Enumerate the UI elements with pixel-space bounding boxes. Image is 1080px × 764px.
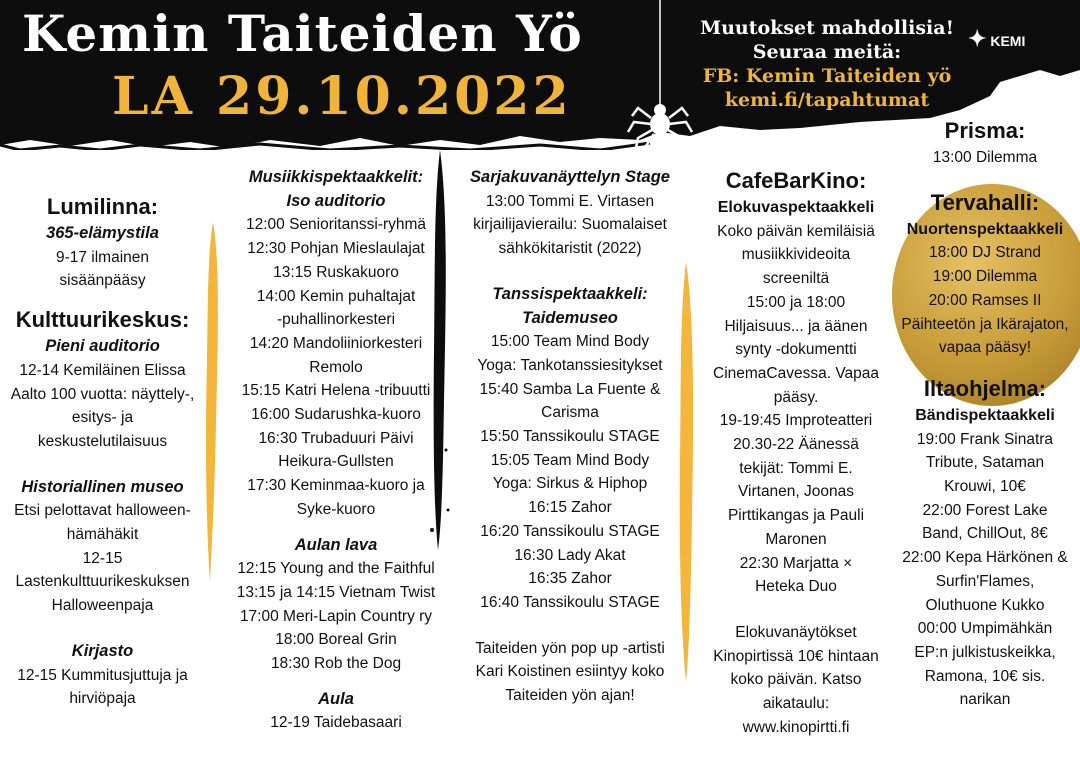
kulttuurikeskus-heading: Kulttuurikeskus: xyxy=(15,307,190,333)
text-line: 15:00 ja 18:00 xyxy=(746,293,846,311)
schedule-line: 14:00 Kemin puhaltajat xyxy=(256,287,416,305)
text-line: Etsi pelottavat halloween- xyxy=(14,502,191,520)
iso-auditorio-sub: Iso auditorio xyxy=(286,191,386,210)
text-line: hirviöpaja xyxy=(69,690,136,708)
lumilinna-sub: 365-elämystila xyxy=(46,224,159,242)
schedule-line: Band, ChillOut, 8€ xyxy=(922,525,1048,543)
column-5 xyxy=(890,116,1080,712)
schedule-line: Carisma xyxy=(541,404,599,422)
schedule-line: Ramona, 10€ sis. xyxy=(924,667,1046,685)
schedule-line: 18:00 DJ Strand xyxy=(928,244,1041,262)
text-line: screeniltä xyxy=(762,270,830,288)
historiallinen-museo-sub: Historiallinen museo xyxy=(21,477,184,496)
popup-line: Taiteiden yön pop up -artisti xyxy=(475,639,665,657)
schedule-line: 16:35 Zahor xyxy=(528,570,612,588)
elokuvaspektaakkeli-sub: Elokuvaspektaakkeli xyxy=(717,199,875,216)
aulan-lava-sub: Aulan lava xyxy=(294,535,378,554)
schedule-line: 12:30 Pohjan Mieslaulajat xyxy=(247,240,425,258)
follow-info xyxy=(692,16,962,112)
iltaohjelma-heading: Iltaohjelma: xyxy=(923,375,1047,401)
text-line: sisäänpääsy xyxy=(59,272,146,290)
prisma-heading: Prisma: xyxy=(944,118,1026,143)
schedule-line: 16:30 Lady Akat xyxy=(514,546,626,564)
sarjakuva-stage-sub: Sarjakuvanäyttelyn Stage xyxy=(470,168,670,186)
schedule-line: 13:15 ja 14:15 Vietnam Twist xyxy=(236,583,436,601)
schedule-line: 15:00 Team Mind Body xyxy=(490,333,650,351)
text-line: tekijät: Tommi E. xyxy=(739,459,853,477)
text-line: Kinopirtissä 10€ hintaan xyxy=(713,647,879,665)
text-line: keskustelutilaisuus xyxy=(37,432,168,450)
schedule-line: 20:00 Ramses II xyxy=(928,291,1042,309)
schedule-line: 15:15 Katri Helena -tribuutti xyxy=(241,382,431,400)
schedule-line: 16:15 Zahor xyxy=(528,499,612,517)
schedule-line: 18:30 Rob the Dog xyxy=(270,655,402,673)
column-3 xyxy=(452,166,688,708)
schedule-line: Surfin'Flames, xyxy=(935,572,1035,590)
text-line: CinemaCavessa. Vapaa xyxy=(713,364,879,382)
schedule-line: -puhallinorkesteri xyxy=(276,311,396,329)
schedule-line: Tribute, Sataman xyxy=(925,454,1045,472)
schedule-line: 13:15 Ruskakuoro xyxy=(273,263,399,281)
text-line: Virtanen, Joonas xyxy=(737,483,855,501)
schedule-line: 12:00 Senioritanssi-ryhmä xyxy=(245,216,427,234)
text-line: 12-15 Kummitusjuttuja ja xyxy=(17,666,188,684)
website-link: kemi.fi/tapahtumat xyxy=(724,89,930,111)
cafebarkino-heading: CafeBarKino: xyxy=(725,168,867,193)
text-line: musiikkivideoita xyxy=(741,246,851,264)
schedule-line: 17:00 Meri-Lapin Country ry xyxy=(239,607,433,625)
schedule-line: Yoga: Tankotanssiesitykset xyxy=(477,356,663,374)
text-line: Maronen xyxy=(765,530,827,548)
text-line: Pirttikangas ja Pauli xyxy=(727,507,865,525)
text-line: hämähäkit xyxy=(66,526,139,544)
text-line: synty -dokumentti xyxy=(735,341,857,359)
facebook-link: FB: Kemin Taiteiden yö xyxy=(702,65,952,87)
text-line: koko päivän. Katso xyxy=(730,671,862,689)
popup-line: Kari Koistinen esiintyy koko xyxy=(475,663,665,681)
schedule-line: 22:00 Kepa Härkönen & xyxy=(902,549,1068,567)
kinopirtti-link: www.kinopirtti.fi xyxy=(742,718,850,736)
schedule-line: Oluthuone Kukko xyxy=(925,596,1045,614)
schedule-line: 16:40 Tanssikoulu STAGE xyxy=(480,593,660,611)
text-line: Lastenkulttuurikeskuksen xyxy=(15,573,190,591)
kemi-logo-text: KEMI xyxy=(990,33,1026,49)
follow-label: Seuraa meitä: xyxy=(752,41,902,63)
text-line: pääsy. xyxy=(773,388,819,406)
text-line: 9-17 ilmainen xyxy=(55,248,150,266)
bandispektaakkeli-sub: Bändispektaakkeli xyxy=(915,406,1055,424)
schedule-line: 17:30 Keminmaa-kuoro ja xyxy=(247,477,425,495)
changes-note: Muutokset mahdollisia! xyxy=(700,17,954,39)
text-line: aikataulu: xyxy=(762,695,830,713)
schedule-line: 12-19 Taidebasaari xyxy=(270,714,402,732)
text-line: Heteka Duo xyxy=(755,578,837,596)
tervahalli-heading: Tervahalli: xyxy=(930,189,1040,215)
event-title: Kemin Taiteiden Yö xyxy=(22,4,583,63)
tanssispektaakkeli-sub: Tanssispektaakkeli: xyxy=(492,284,648,303)
schedule-line: 16:00 Sudarushka-kuoro xyxy=(251,406,421,424)
schedule-line: vapaa pääsy! xyxy=(938,339,1032,357)
text-line: Hiljaisuus... ja äänen xyxy=(724,317,868,335)
schedule-line: 00:00 Umpimähkän xyxy=(917,620,1053,638)
text-line: esitys- ja xyxy=(71,409,134,427)
event-date: LA 29.10.2022 xyxy=(112,66,572,127)
schedule-line: Heikura-Gullsten xyxy=(278,453,394,471)
text-line: 13:00 Dilemma xyxy=(932,149,1038,166)
schedule-line: Yoga: Sirkus & Hiphop xyxy=(492,475,648,493)
kirjasto-sub: Kirjasto xyxy=(71,641,134,660)
column-1 xyxy=(0,192,205,711)
schedule-line: 14:20 Mandoliiniorkesteri xyxy=(249,334,423,352)
schedule-line: 15:50 Tanssikoulu STAGE xyxy=(480,428,660,446)
nuortenspektaakkeli-sub: Nuortenspektaakkeli xyxy=(906,220,1064,238)
schedule-line: sähkökitaristit (2022) xyxy=(498,240,642,258)
schedule-line: 18:00 Boreal Grin xyxy=(275,631,397,649)
schedule-line: 15:05 Team Mind Body xyxy=(490,451,650,469)
schedule-line: narikan xyxy=(959,691,1011,709)
schedule-line: Remolo xyxy=(309,358,363,376)
schedule-line: EP:n julkistuskeikka, xyxy=(914,643,1056,661)
lumilinna-heading: Lumilinna: xyxy=(46,194,159,219)
text-line: 19-19:45 Improteatteri xyxy=(719,412,873,430)
spider-icon xyxy=(620,0,700,160)
kemi-logo xyxy=(968,26,1025,52)
text-line: 20.30-22 Äänessä xyxy=(733,436,859,454)
schedule-line: Syke-kuoro xyxy=(296,500,376,518)
text-line: Elokuvanäytökset xyxy=(735,623,857,641)
text-line: Halloweenpaja xyxy=(51,597,154,615)
popup-line: Taiteiden yön ajan! xyxy=(505,687,635,705)
schedule-line: Krouwi, 10€ xyxy=(944,478,1026,496)
schedule-line: Päihteetön ja Ikärajaton, xyxy=(901,315,1069,333)
schedule-line: 13:00 Tommi E. Virtasen xyxy=(485,192,655,210)
text-line: 12-14 Kemiläinen Elissa xyxy=(19,361,186,379)
kemi-logo-icon: ✦ xyxy=(968,26,987,51)
text-line: Aalto 100 vuotta: näyttely-, xyxy=(10,385,195,403)
schedule-line: 12:15 Young and the Faithful xyxy=(237,560,435,578)
schedule-line: 19:00 Frank Sinatra xyxy=(916,430,1054,448)
schedule-line: 15:40 Samba La Fuente & xyxy=(479,380,661,398)
schedule-line: 16:30 Trubaduuri Päivi xyxy=(258,429,414,447)
column-4 xyxy=(698,166,894,739)
column-2 xyxy=(220,166,452,735)
kulttuurikeskus-sub: Pieni auditorio xyxy=(45,337,160,356)
text-line: Koko päivän kemiläisiä xyxy=(717,222,875,240)
aula-sub: Aula xyxy=(318,689,354,708)
musiikkispektaakkelit-sub: Musiikkispektaakkelit: xyxy=(248,168,424,186)
schedule-line: 22:00 Forest Lake xyxy=(922,501,1048,519)
text-line: 22:30 Marjatta × xyxy=(739,554,853,572)
schedule-line: kirjailijavierailu: Suomalaiset xyxy=(473,216,667,234)
text-line: 12-15 xyxy=(82,549,123,567)
schedule-line: 16:20 Tanssikoulu STAGE xyxy=(480,522,660,540)
taidemuseo-sub: Taidemuseo xyxy=(522,308,618,327)
schedule-line: 19:00 Dilemma xyxy=(932,268,1038,286)
